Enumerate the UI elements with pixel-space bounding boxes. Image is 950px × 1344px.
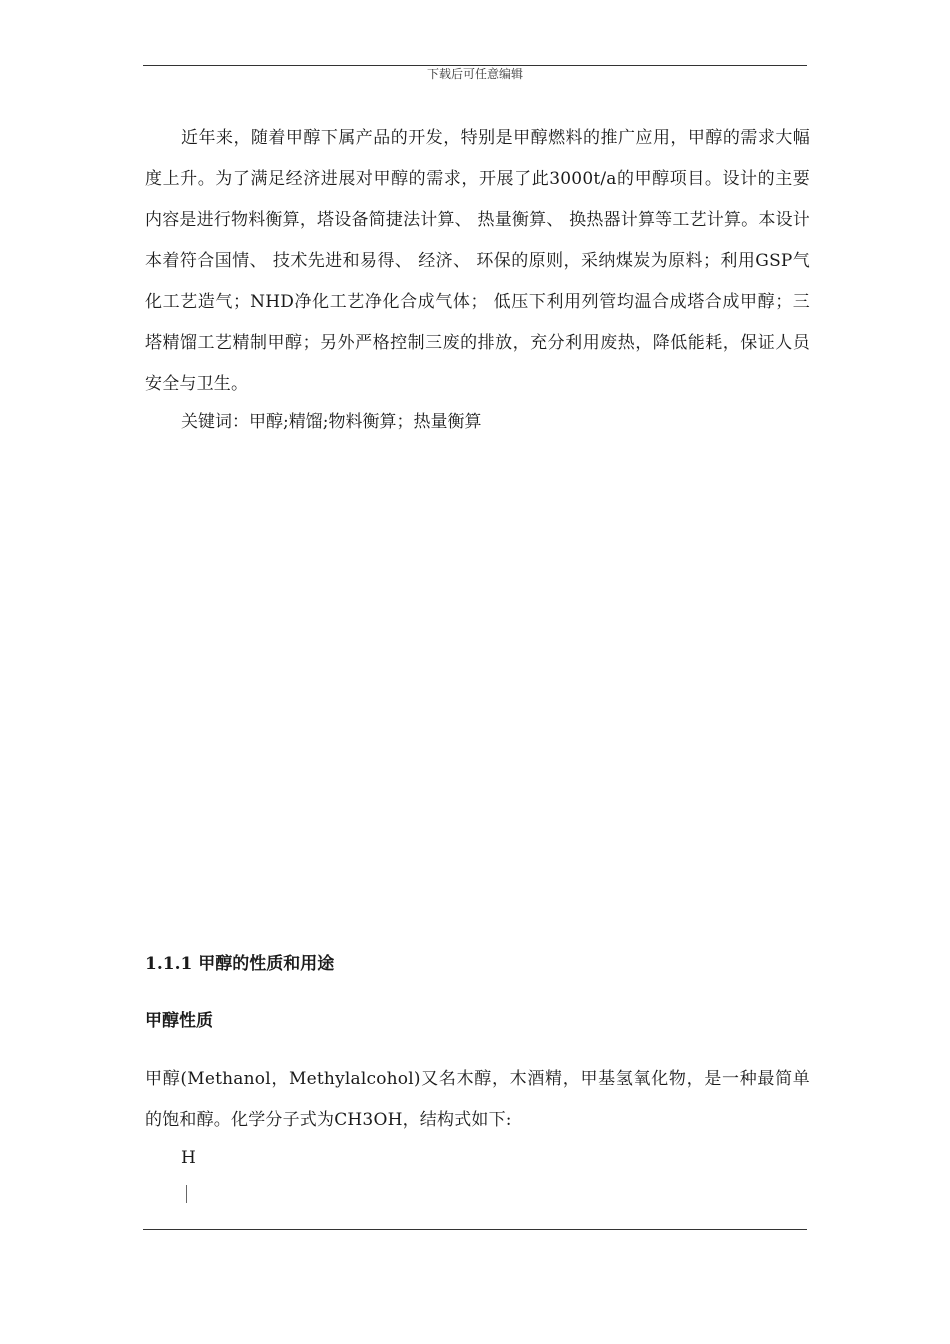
page-header: 下载后可任意编辑	[426, 67, 523, 81]
abstract-section	[145, 118, 810, 405]
subsection-heading: 甲醇性质	[145, 1011, 213, 1031]
structure-atom-h: H	[181, 1148, 196, 1168]
header-divider	[143, 65, 807, 66]
section-heading: 1.1.1 甲醇的性质和用途	[145, 954, 335, 974]
keywords-line: 关键词：甲醇;精馏;物料衡算；热量衡算	[181, 412, 482, 432]
structure-bond-line	[186, 1185, 187, 1203]
methanol-description	[145, 1059, 810, 1141]
footer-divider	[143, 1229, 807, 1230]
methanol-paragraph: 甲醇(Methanol，Methylalcohol)又名木醇，木酒精，甲基氢氧化物，是一种最简单的饱和醇。化学分子式为CH3OH，结构式如下:	[145, 1069, 810, 1130]
abstract-paragraph: 近年来，随着甲醇下属产品的开发，特别是甲醇燃料的推广应用，甲醇的需求大幅度上升。为了满足经济进展对甲醇的需求，开展了此3000t/a的甲醇项目。设计的主要内容是进行物料衡算，塔设备简捷法计算、 热量衡算、 换热器计算等工艺计算。本设计本着符合国情、 技术先进和易得、 经济、 环保的原则，采纳煤炭为原料；利用GSP气化工艺造气；NHD净化工艺净化合成气体； 低压下利用列管均温合成塔合成甲醇；三塔精馏工艺精制甲醇；另外严格控制三废的排放，充分利用废热，降低能耗，保证人员安全与卫生。	[145, 128, 810, 394]
